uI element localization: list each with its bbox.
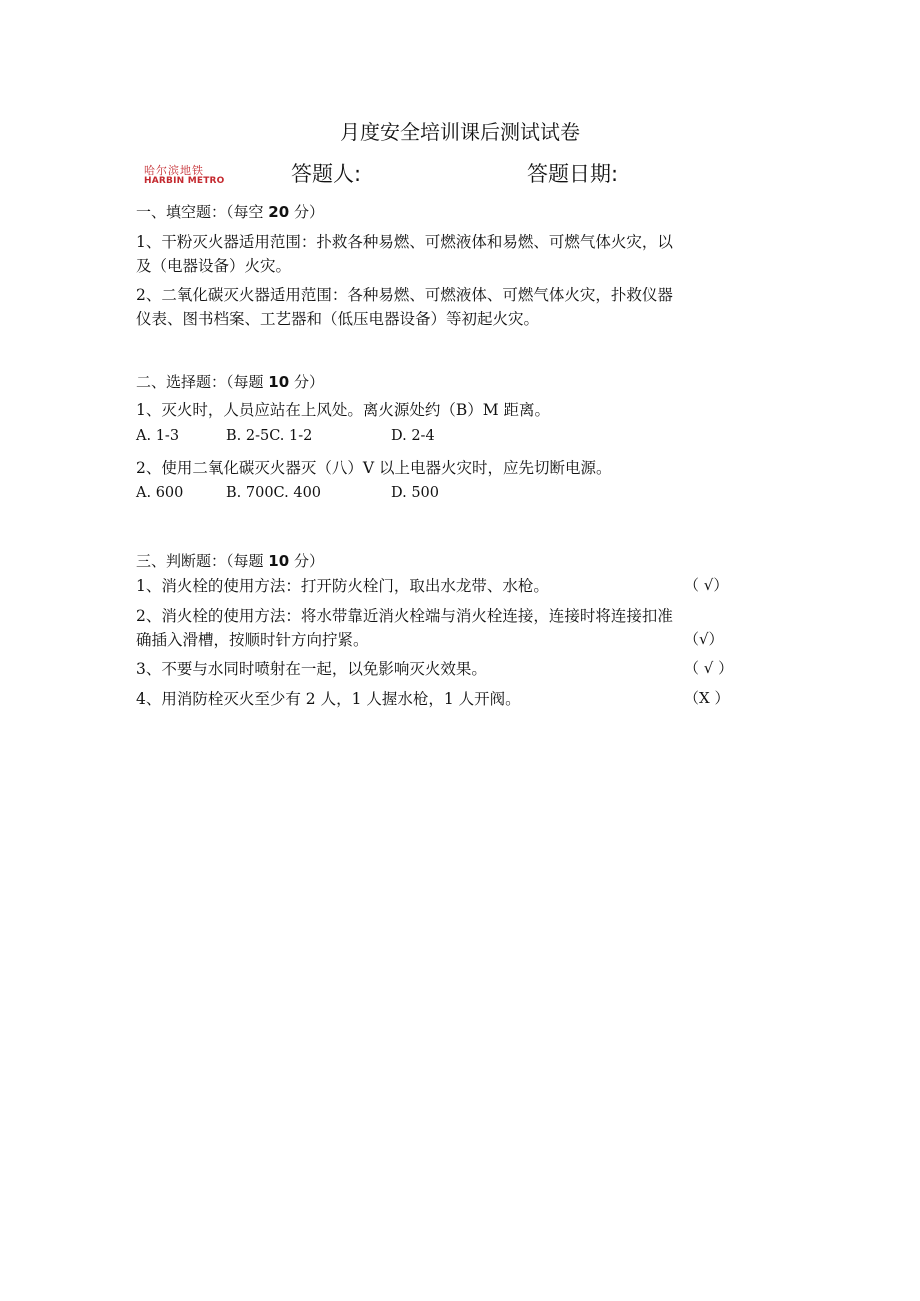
option-a: A. 600 [136,485,184,501]
section-heading-suffix: 分） [293,203,324,221]
respondent-label: 答题人: [291,162,362,186]
section-heading-suffix: 分） [293,552,324,570]
answer-mark: （√） [684,630,724,648]
section-heading-text: 三、判断题：（每题 [136,552,264,570]
option-d: D. 500 [391,485,440,501]
question-line: 2、消火栓的使用方法：将水带靠近消火栓端与消火栓连接，连接时将连接扣准 [136,607,673,625]
section-points: 10 [268,552,290,570]
answer-mark: （ √） [684,576,729,594]
question-line: 确插入滑槽，按顺时针方向拧紧。 [136,631,369,649]
question-line: 4、用消防栓灭火至少有 2 人，1 人握水枪，1 人开阀。 [136,690,521,708]
question-line: 1、干粉灭火器适用范围：扑救各种易燃、可燃液体和易燃、可燃气体火灾，以 [136,233,673,251]
answer-mark: （X ） [684,689,730,707]
harbin-metro-logo [144,165,224,189]
option-d: D. 2-4 [391,428,435,444]
section-heading-fill-in [136,201,324,222]
section-heading-suffix: 分） [293,373,324,391]
section-heading-true-false [136,550,324,571]
question-line: 2、使用二氧化碳灭火器灭（八）V 以上电器火灾时，应先切断电源。 [136,459,612,477]
question-line: 1、灭火时，人员应站在上风处。离火源处约（B）M 距离。 [136,401,551,419]
page-title: 月度安全培训课后测试试卷 [340,120,580,144]
question-line: 及（电器设备）火灾。 [136,257,292,275]
question-line: 1、消火栓的使用方法：打开防火栓门，取出水龙带、水枪。 [136,577,549,595]
section-points: 20 [268,203,290,221]
question-line: 2、二氧化碳灭火器适用范围：各种易燃、可燃液体、可燃气体火灾，扑救仪器 [136,286,673,304]
question-line: 3、不要与水同时喷射在一起，以免影响灭火效果。 [136,660,487,678]
answer-mark: （ √ ） [684,659,734,677]
option-b-c: B. 700C. 400 [226,485,322,501]
section-heading-text: 二、选择题：（每题 [136,373,264,391]
section-points: 10 [268,373,290,391]
section-heading-text: 一、填空题：（每空 [136,203,264,221]
logo-chinese-text: 哈尔滨地铁 [144,164,204,177]
logo-english-text: HARBIN METRO [144,176,225,186]
question-line: 仪表、图书档案、工艺器和（低压电器设备）等初起火灾。 [136,310,540,328]
section-heading-multiple-choice [136,371,324,392]
option-b-c: B. 2-5C. 1-2 [226,428,313,444]
date-label: 答题日期: [527,162,619,186]
option-a: A. 1-3 [136,428,180,444]
